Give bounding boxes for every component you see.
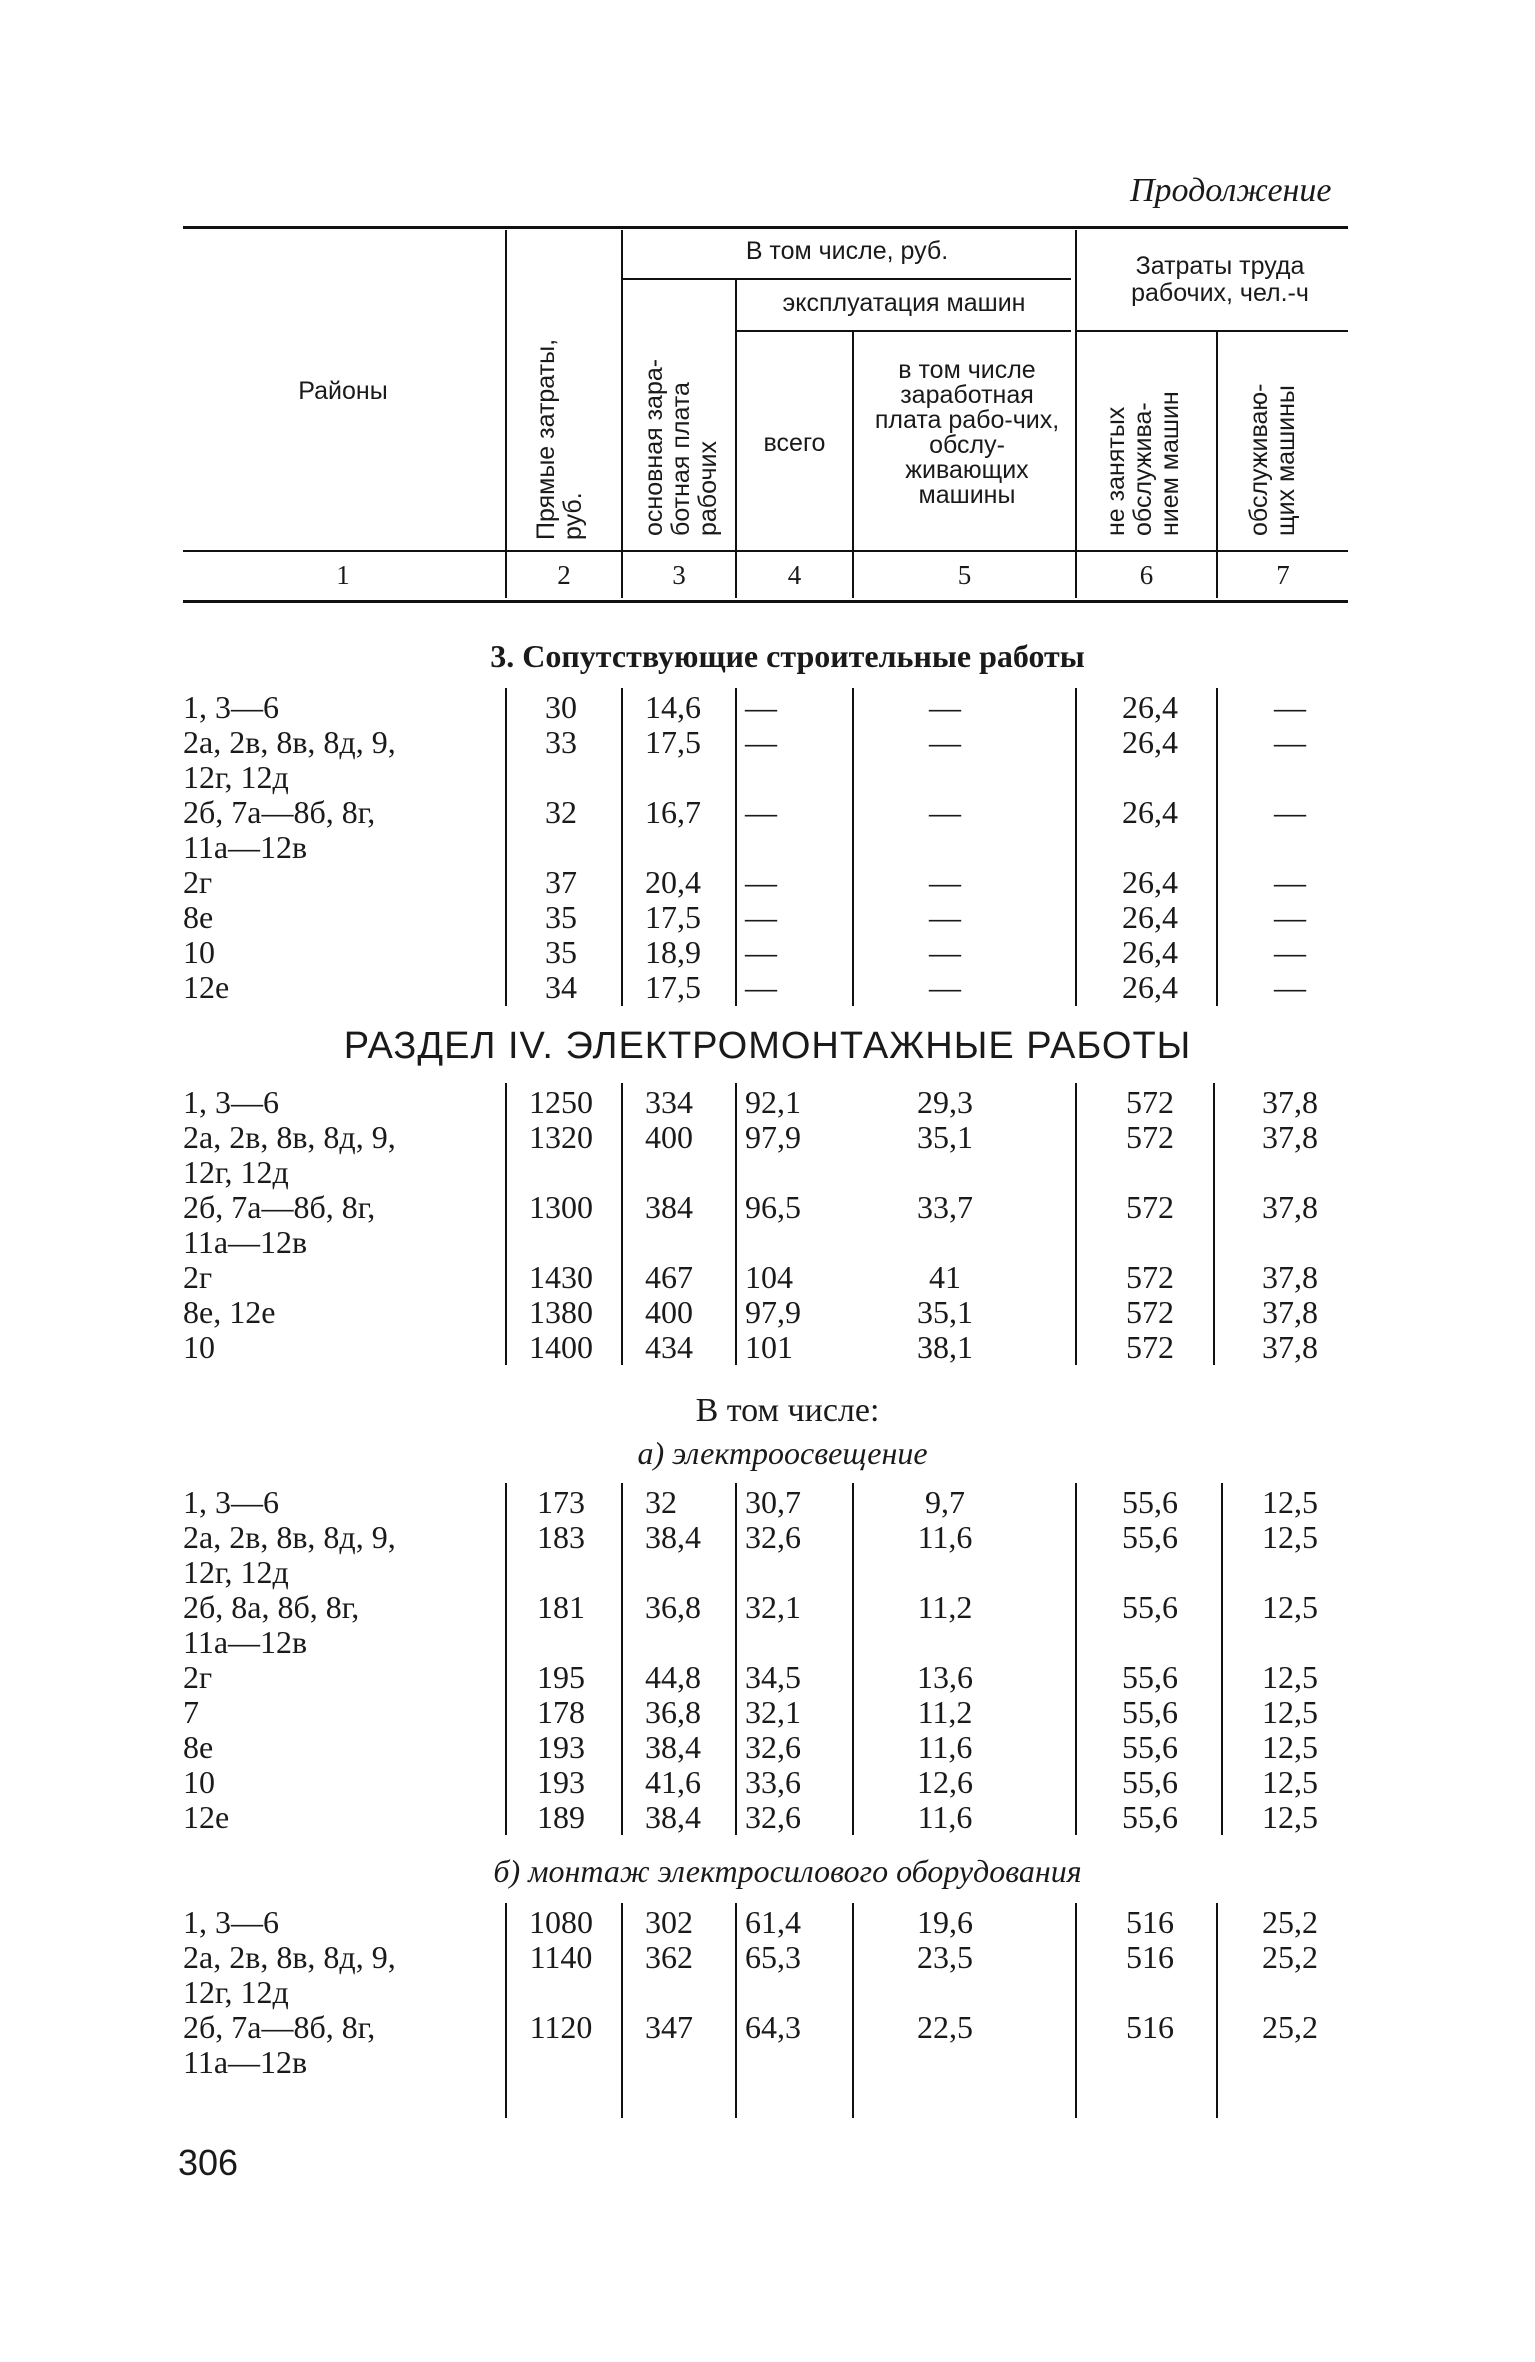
region-cell: 11а—12в [183,829,308,865]
table-row [0,970,1535,1005]
header-incl-wage: в том числе заработная плата рабо-чих, обслу-живающих машины [874,356,1060,509]
machine-wage-cell: — [929,864,961,900]
labor-servicing-cell: 12,5 [1262,1589,1318,1625]
table-row [0,1520,1535,1555]
table-row [0,1295,1535,1330]
direct-costs-cell: 1140 [529,1939,593,1975]
region-cell: 2г [183,1259,213,1295]
machine-total-cell: 104 [745,1259,793,1295]
header-sep-1 [505,230,507,598]
region-cell: 10 [183,1329,215,1365]
labor-not-engaged-cell: 26,4 [1122,934,1178,970]
region-cell: 1, 3—6 [183,1904,279,1940]
machine-total-cell: 34,5 [745,1659,801,1695]
machine-wage-cell: 12,6 [917,1764,973,1800]
direct-costs-cell: 1430 [529,1259,593,1295]
labor-not-engaged-cell: 572 [1126,1084,1174,1120]
basic-wage-cell: 17,5 [645,724,701,760]
labor-not-engaged-cell: 26,4 [1122,794,1178,830]
labor-servicing-cell: — [1274,689,1306,725]
basic-wage-cell: 334 [645,1084,693,1120]
labor-not-engaged-cell: 516 [1126,1939,1174,1975]
labor-servicing-cell: 37,8 [1262,1189,1318,1225]
direct-costs-cell: 32 [545,794,577,830]
region-cell: 12г, 12д [183,1554,289,1590]
labor-servicing-cell: 37,8 [1262,1084,1318,1120]
table-row [0,1905,1535,1940]
labor-not-engaged-cell: 55,6 [1122,1694,1178,1730]
direct-costs-cell: 193 [537,1764,585,1800]
basic-wage-cell: 36,8 [645,1589,701,1625]
section-heading: РАЗДЕЛ IV. ЭЛЕКТРОМОНТАЖНЫЕ РАБОТЫ [343,1025,1192,1067]
table-row [0,795,1535,830]
direct-costs-cell: 1300 [529,1189,593,1225]
basic-wage-cell: 384 [645,1189,693,1225]
machine-wage-cell: 23,5 [917,1939,973,1975]
machine-wage-cell: 11,6 [917,1799,973,1835]
direct-costs-cell: 37 [545,864,577,900]
labor-servicing-cell: — [1274,724,1306,760]
machine-wage-cell: 11,2 [917,1694,973,1730]
table-row-continuation [0,830,1535,865]
machine-wage-cell: — [929,724,961,760]
machine-total-cell: 64,3 [745,2009,801,2045]
direct-costs-cell: 1400 [529,1329,593,1365]
region-cell: 1, 3—6 [183,689,279,725]
basic-wage-cell: 41,6 [645,1764,701,1800]
header-sep-2 [621,230,623,598]
header-bottom-rule [183,550,1348,552]
machine-total-cell: — [745,689,777,725]
machine-total-cell: 97,9 [745,1294,801,1330]
machine-wage-cell: — [929,899,961,935]
colnum-4: 4 [787,560,802,590]
table-row [0,1330,1535,1365]
basic-wage-cell: 14,6 [645,689,701,725]
machine-wage-cell: — [929,969,961,1005]
region-cell: 2г [183,864,213,900]
direct-costs-cell: 1080 [529,1904,593,1940]
direct-costs-cell: 1320 [529,1119,593,1155]
region-cell: 2а, 2в, 8в, 8д, 9, [183,724,396,760]
labor-not-engaged-cell: 516 [1126,2009,1174,2045]
page-number: 306 [178,2142,239,2183]
labor-servicing-cell: 12,5 [1262,1519,1318,1555]
direct-costs-cell: 189 [537,1799,585,1835]
machine-total-cell: — [745,899,777,935]
labor-not-engaged-cell: 55,6 [1122,1799,1178,1835]
direct-costs-cell: 1380 [529,1294,593,1330]
labor-not-engaged-cell: 26,4 [1122,724,1178,760]
direct-costs-cell: 1120 [529,2009,593,2045]
basic-wage-cell: 467 [645,1259,693,1295]
region-cell: 7 [183,1694,199,1730]
table-row-continuation [0,2045,1535,2080]
labor-not-engaged-cell: 572 [1126,1119,1174,1155]
basic-wage-cell: 400 [645,1119,693,1155]
header-labor-rule [1077,330,1348,332]
region-cell: 11а—12в [183,1224,308,1260]
table-row [0,935,1535,970]
labor-servicing-cell: 25,2 [1262,1904,1318,1940]
direct-costs-cell: 33 [545,724,577,760]
header-sep-4 [852,332,854,598]
direct-costs-cell: 181 [537,1589,585,1625]
subsection-title: а) электроосвещение [637,1435,928,1471]
machine-total-cell: 32,6 [745,1729,801,1765]
direct-costs-cell: 34 [545,969,577,1005]
colnum-7: 7 [1276,560,1290,590]
colnum-1: 1 [336,560,350,590]
direct-costs-cell: 178 [537,1694,585,1730]
basic-wage-cell: 362 [645,1939,693,1975]
table-row [0,1660,1535,1695]
machine-wage-cell: 11,6 [917,1519,973,1555]
table-row [0,1085,1535,1120]
direct-costs-cell: 35 [545,899,577,935]
labor-servicing-cell: — [1274,969,1306,1005]
header-incl-rub: В том числе, руб. [745,237,949,265]
direct-costs-cell: 195 [537,1659,585,1695]
basic-wage-cell: 17,5 [645,899,701,935]
subsection-intro: В том числе: [695,1392,880,1429]
machine-total-cell: 33,6 [745,1764,801,1800]
region-cell: 2г [183,1659,213,1695]
region-cell: 12г, 12д [183,759,289,795]
labor-not-engaged-cell: 55,6 [1122,1764,1178,1800]
machine-total-cell: 32,1 [745,1589,801,1625]
region-cell: 11а—12в [183,1624,308,1660]
machine-wage-cell: 9,7 [925,1484,965,1520]
labor-servicing-cell: — [1274,899,1306,935]
machine-wage-cell: — [929,794,961,830]
machine-total-cell: 97,9 [745,1119,801,1155]
table-row [0,1590,1535,1625]
header-machine-operation: эксплуатация машин [782,289,1026,317]
continuation-label: Продолжение [1130,172,1332,209]
basic-wage-cell: 32 [645,1484,677,1520]
basic-wage-cell: 16,7 [645,794,701,830]
table-row [0,690,1535,725]
machine-total-cell: — [745,934,777,970]
section-title: 3. Сопутствующие строительные работы [490,638,1085,674]
table-row-continuation [0,760,1535,795]
region-cell: 2б, 7а—8б, 8г, [183,794,376,830]
machine-total-cell: 32,6 [745,1519,801,1555]
region-cell: 2а, 2в, 8в, 8д, 9, [183,1119,396,1155]
table-row [0,1485,1535,1520]
region-cell: 8е, 12е [183,1294,276,1330]
direct-costs-cell: 30 [545,689,577,725]
header-top-rule [183,226,1348,229]
header-machine-rule [735,330,1071,332]
labor-servicing-cell: 12,5 [1262,1799,1318,1835]
basic-wage-cell: 302 [645,1904,693,1940]
basic-wage-cell: 18,9 [645,934,701,970]
machine-wage-cell: 33,7 [917,1189,973,1225]
labor-not-engaged-cell: 572 [1126,1294,1174,1330]
labor-servicing-cell: 25,2 [1262,2009,1318,2045]
region-cell: 2а, 2в, 8в, 8д, 9, [183,1519,396,1555]
region-cell: 12е [183,969,230,1005]
machine-wage-cell: — [929,934,961,970]
labor-servicing-cell: 25,2 [1262,1939,1318,1975]
colnum-5: 5 [957,560,972,590]
labor-servicing-cell: — [1274,934,1306,970]
labor-not-engaged-cell: 55,6 [1122,1519,1178,1555]
machine-total-cell: 30,7 [745,1484,801,1520]
basic-wage-cell: 434 [645,1329,693,1365]
machine-total-cell: 32,6 [745,1799,801,1835]
header-labor-costs: Затраты труда рабочих, чел.-ч [1131,252,1309,307]
region-cell: 2а, 2в, 8в, 8д, 9, [183,1939,396,1975]
basic-wage-cell: 400 [645,1294,693,1330]
machine-total-cell: 92,1 [745,1084,801,1120]
region-cell: 1, 3—6 [183,1484,279,1520]
labor-servicing-cell: 37,8 [1262,1294,1318,1330]
table-row [0,1260,1535,1295]
labor-servicing-cell: 12,5 [1262,1484,1318,1520]
region-cell: 12г, 12д [183,1154,289,1190]
table-row-continuation [0,1555,1535,1590]
region-cell: 8е [183,899,214,935]
basic-wage-cell: 347 [645,2009,693,2045]
header-total: всего [763,429,826,457]
region-cell: 10 [183,934,215,970]
header-servicing: обслуживаю- щих машины [1245,383,1300,536]
table-row-continuation [0,1155,1535,1190]
basic-wage-cell: 17,5 [645,969,701,1005]
subsection-title: б) монтаж электросилового оборудования [493,1853,1082,1889]
basic-wage-cell: 38,4 [645,1799,701,1835]
region-cell: 12г, 12д [183,1974,289,2010]
labor-servicing-cell: 12,5 [1262,1764,1318,1800]
table-row-continuation [0,1225,1535,1260]
header-sep-6 [1216,332,1218,598]
colnum-3: 3 [672,560,686,590]
table-row-continuation [0,1625,1535,1660]
machine-wage-cell: 11,2 [917,1589,973,1625]
table-row [0,1800,1535,1835]
header-direct-costs: Прямые затраты, руб. [532,338,587,540]
table-row [0,1695,1535,1730]
basic-wage-cell: 38,4 [645,1729,701,1765]
machine-total-cell: 96,5 [745,1189,801,1225]
table-row [0,2010,1535,2045]
colnum-bottom-rule [183,600,1348,603]
machine-total-cell: 32,1 [745,1694,801,1730]
basic-wage-cell: 20,4 [645,864,701,900]
region-cell: 2б, 7а—8б, 8г, [183,1189,376,1225]
labor-not-engaged-cell: 55,6 [1122,1729,1178,1765]
machine-wage-cell: 41 [929,1259,961,1295]
region-cell: 11а—12в [183,2044,308,2080]
machine-wage-cell: 11,6 [917,1729,973,1765]
region-cell: 8е [183,1729,214,1765]
labor-not-engaged-cell: 572 [1126,1189,1174,1225]
machine-total-cell: 65,3 [745,1939,801,1975]
region-cell: 12е [183,1799,230,1835]
machine-wage-cell: 35,1 [917,1119,973,1155]
labor-not-engaged-cell: 55,6 [1122,1589,1178,1625]
labor-not-engaged-cell: 26,4 [1122,864,1178,900]
labor-not-engaged-cell: 26,4 [1122,689,1178,725]
table-row [0,900,1535,935]
basic-wage-cell: 44,8 [645,1659,701,1695]
region-cell: 10 [183,1764,215,1800]
colnum-2: 2 [557,560,571,590]
region-cell: 1, 3—6 [183,1084,279,1120]
colnum-6: 6 [1139,560,1154,590]
table-row [0,1190,1535,1225]
header-not-engaged: не занятых обслужива- нием машин [1102,391,1184,536]
machine-total-cell: — [745,864,777,900]
labor-not-engaged-cell: 572 [1126,1329,1174,1365]
basic-wage-cell: 36,8 [645,1694,701,1730]
machine-total-cell: — [745,969,777,1005]
table-row [0,865,1535,900]
table-row [0,1730,1535,1765]
machine-wage-cell: — [929,689,961,725]
direct-costs-cell: 35 [545,934,577,970]
labor-servicing-cell: 37,8 [1262,1329,1318,1365]
labor-not-engaged-cell: 26,4 [1122,969,1178,1005]
direct-costs-cell: 173 [537,1484,585,1520]
labor-servicing-cell: — [1274,794,1306,830]
header-sep-5 [1075,230,1077,598]
direct-costs-cell: 193 [537,1729,585,1765]
labor-not-engaged-cell: 516 [1126,1904,1174,1940]
labor-not-engaged-cell: 572 [1126,1259,1174,1295]
table-row [0,725,1535,760]
labor-not-engaged-cell: 55,6 [1122,1484,1178,1520]
machine-wage-cell: 13,6 [917,1659,973,1695]
labor-servicing-cell: 37,8 [1262,1259,1318,1295]
direct-costs-cell: 183 [537,1519,585,1555]
machine-total-cell: 61,4 [745,1904,801,1940]
header-basic-wage: основная зара- ботная плата рабочих [640,358,722,536]
table-row [0,1120,1535,1155]
header-incl-rule [623,278,1071,280]
header-regions: Районы [298,377,388,405]
machine-wage-cell: 19,6 [917,1904,973,1940]
region-cell: 2б, 7а—8б, 8г, [183,2009,376,2045]
machine-wage-cell: 35,1 [917,1294,973,1330]
labor-not-engaged-cell: 26,4 [1122,899,1178,935]
table-row [0,1765,1535,1800]
labor-servicing-cell: — [1274,864,1306,900]
table-row [0,1940,1535,1975]
basic-wage-cell: 38,4 [645,1519,701,1555]
machine-wage-cell: 29,3 [917,1084,973,1120]
labor-not-engaged-cell: 55,6 [1122,1659,1178,1695]
machine-wage-cell: 22,5 [917,2009,973,2045]
labor-servicing-cell: 12,5 [1262,1694,1318,1730]
direct-costs-cell: 1250 [529,1084,593,1120]
table-row-continuation [0,1975,1535,2010]
machine-wage-cell: 38,1 [917,1329,973,1365]
machine-total-cell: — [745,724,777,760]
labor-servicing-cell: 37,8 [1262,1119,1318,1155]
machine-total-cell: 101 [745,1329,793,1365]
machine-total-cell: — [745,794,777,830]
labor-servicing-cell: 12,5 [1262,1659,1318,1695]
labor-servicing-cell: 12,5 [1262,1729,1318,1765]
region-cell: 2б, 8а, 8б, 8г, [183,1589,360,1625]
